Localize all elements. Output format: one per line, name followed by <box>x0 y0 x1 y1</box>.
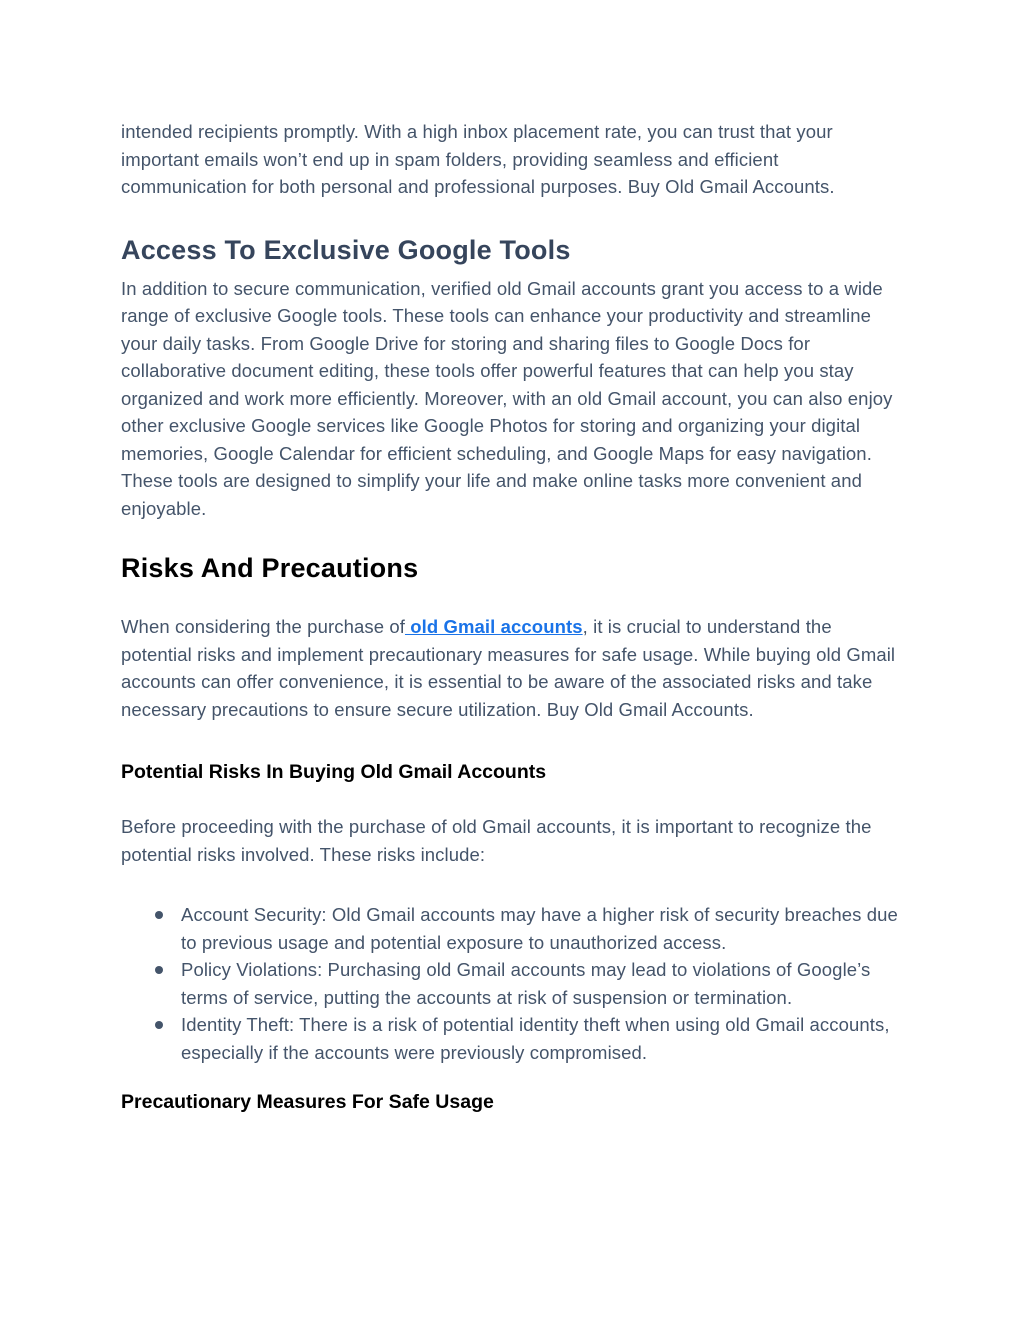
risks-paragraph-text-after-link: , it is crucial to understand the potential risks and implement precautionary measures for safe usage. While buying old Gmail accounts can offer convenience, it is essential to be aware of the associated risks and take necessary precautions to ensure secure utilization. Buy Old Gmail Accounts. <box>121 616 896 720</box>
list-item <box>121 901 901 956</box>
bullet-icon <box>155 911 163 919</box>
risks-paragraph-text-before-link: When considering the purchase of <box>121 616 405 637</box>
intro-paragraph: intended recipients promptly. With a high inbox placement rate, you can trust that your important emails won’t end up in spam folders, providing seamless and efficient communication for both personal and professional purposes. Buy Old Gmail Accounts. <box>121 121 835 197</box>
list-item-text: Account Security: Old Gmail accounts may have a higher risk of security breaches due to previous usage and potential exposure to unauthorized access. <box>181 904 898 953</box>
bullet-icon <box>155 1021 163 1029</box>
heading-access-to-exclusive-google-tools: Access To Exclusive Google Tools <box>121 234 571 265</box>
risks-bullet-list <box>121 901 901 1066</box>
heading-precautionary-measures: Precautionary Measures For Safe Usage <box>121 1091 494 1113</box>
list-item <box>121 1011 901 1066</box>
potential-risks-paragraph: Before proceeding with the purchase of old Gmail accounts, it is important to recognize the potential risks involved. These risks include: <box>121 816 872 865</box>
bullet-icon <box>155 966 163 974</box>
google-tools-paragraph: In addition to secure communication, verified old Gmail accounts grant you access to a wide range of exclusive Google tools. These tools can enhance your productivity and streamline your daily tasks. From Google Drive for storing and sharing files to Google Docs for collaborative document editing, these tools offer powerful features that can help you stay organized and work more efficiently. Moreover, with an old Gmail account, you can also enjoy other exclusive Google services like Google Photos for storing and organizing your digital memories, Google Calendar for efficient scheduling, and Google Maps for easy navigation. These tools are designed to simplify your life and make online tasks more convenient and enjoyable. <box>121 277 893 519</box>
list-item <box>121 956 901 1011</box>
risks-intro-paragraph <box>121 613 901 723</box>
old-gmail-accounts-link[interactable]: old Gmail accounts <box>404 616 583 637</box>
heading-potential-risks: Potential Risks In Buying Old Gmail Accounts <box>121 761 547 783</box>
list-item-text: Policy Violations: Purchasing old Gmail accounts may lead to violations of Google’s terms of service, putting the accounts at risk of suspension or termination. <box>181 959 871 1008</box>
document-content <box>121 118 901 1115</box>
heading-risks-and-precautions: Risks And Precautions <box>121 553 419 583</box>
list-item-text: Identity Theft: There is a risk of potential identity theft when using old Gmail accounts, especially if the accounts were previously compromised. <box>181 1014 890 1063</box>
